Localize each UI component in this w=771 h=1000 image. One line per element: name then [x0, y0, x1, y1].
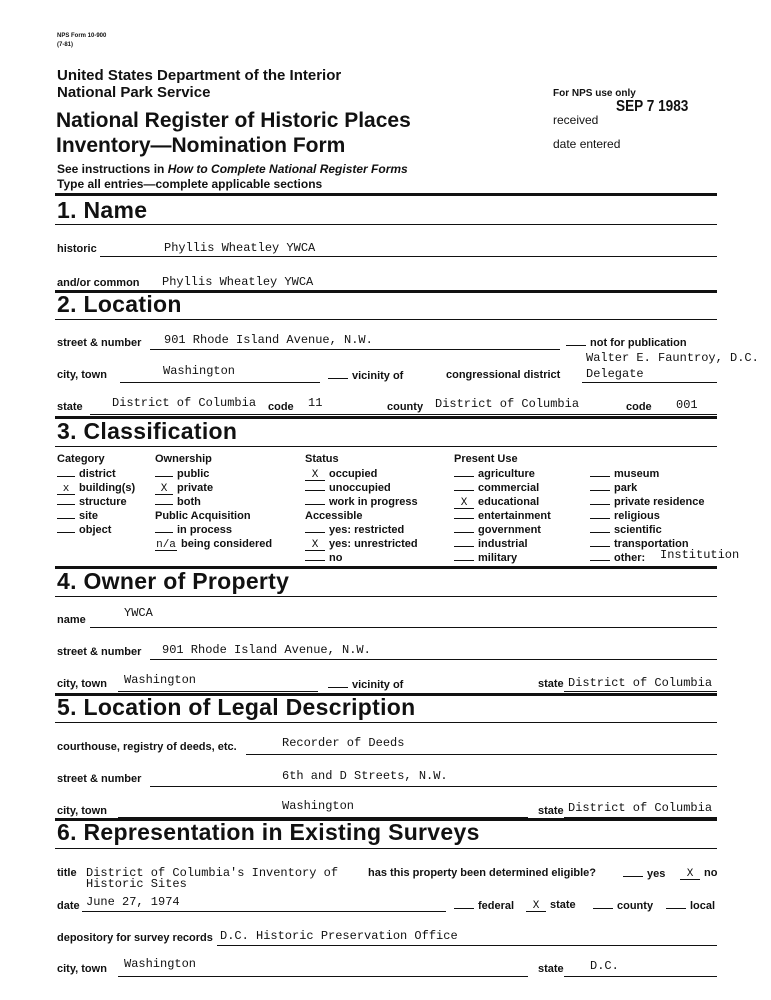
other-use-value: Institution	[660, 548, 740, 562]
congressional-value-line1: Walter E. Fauntroy, D.C.	[586, 351, 759, 365]
category-item	[57, 481, 135, 495]
use-label: industrial	[478, 538, 528, 550]
location-state-value: District of Columbia	[112, 396, 257, 410]
acquisition-item	[155, 523, 272, 537]
owner-state-value: District of Columbia	[568, 676, 713, 690]
use-item	[454, 537, 551, 551]
use-item	[590, 523, 705, 537]
owner-street-value: 901 Rhode Island Avenue, N.W.	[162, 643, 371, 657]
use-checkbox[interactable]	[454, 523, 474, 533]
eligible-no-checkbox[interactable]: X	[680, 870, 700, 880]
owner-state-line	[564, 691, 717, 692]
accessible-item	[305, 523, 418, 537]
use-checkbox[interactable]: X	[454, 499, 474, 509]
use-label: educational	[478, 496, 540, 508]
category-item	[57, 495, 135, 509]
use-checkbox[interactable]	[590, 537, 610, 547]
eligible-no	[680, 867, 717, 880]
section2-bottom-rule	[55, 319, 717, 320]
survey-date-line	[82, 911, 446, 912]
owner-state-label: state	[538, 678, 564, 690]
local-label: local	[690, 900, 716, 912]
ownership-checkbox[interactable]: X	[155, 485, 173, 495]
survey-state-value: D.C.	[590, 959, 619, 973]
section4-bottom-rule	[55, 596, 717, 597]
accessible-heading: Accessible	[305, 510, 363, 522]
accessible-item	[305, 551, 418, 565]
congressional-value-line2: Delegate	[586, 367, 644, 381]
legal-city-label: city, town	[57, 805, 107, 817]
county-checkbox[interactable]	[593, 899, 613, 909]
ownership-item	[155, 495, 272, 509]
survey-date-label: date	[57, 900, 80, 912]
category-item	[57, 523, 135, 537]
use-item	[454, 551, 551, 565]
section5-heading: 5. Location of Legal Description	[57, 694, 416, 720]
use-checkbox[interactable]	[590, 495, 610, 505]
ownership-label: public	[177, 468, 210, 480]
eligible-yes-checkbox[interactable]	[623, 867, 643, 877]
section1-heading: 1. Name	[57, 197, 148, 223]
location-city-line	[120, 382, 320, 383]
category-label: site	[79, 510, 98, 522]
form-title-line2: Inventory—Nomination Form	[56, 134, 346, 157]
survey-federal	[454, 899, 514, 912]
congressional-district-line	[582, 382, 717, 383]
use-checkbox[interactable]	[590, 551, 610, 561]
owner-name-line	[90, 627, 717, 628]
use-checkbox[interactable]	[454, 509, 474, 519]
ownership-checkbox[interactable]	[155, 467, 173, 477]
category-checkbox[interactable]	[57, 467, 75, 477]
acquisition-heading: Public Acquisition	[155, 510, 251, 522]
survey-state	[526, 899, 576, 912]
status-item	[305, 481, 418, 495]
status-list	[305, 467, 418, 565]
use-label: commercial	[478, 482, 540, 494]
instructions-line2: Type all entries—complete applicable sections	[57, 177, 323, 191]
present-use-heading: Present Use	[454, 453, 518, 465]
status-heading: Status	[305, 453, 339, 465]
legal-street-line	[150, 786, 717, 787]
courthouse-value: Recorder of Deeds	[282, 736, 405, 750]
federal-label: federal	[478, 900, 515, 912]
use-item	[454, 509, 551, 523]
legal-street-value: 6th and D Streets, N.W.	[282, 769, 448, 783]
department-name: United States Department of the Interior	[57, 67, 342, 84]
not-for-publication-label: not for publication	[590, 337, 687, 349]
use-checkbox[interactable]	[590, 523, 610, 533]
category-checkbox[interactable]	[57, 509, 75, 519]
category-item	[57, 509, 135, 523]
ownership-checkbox[interactable]	[155, 495, 173, 505]
instructions-title: How to Complete National Register Forms	[167, 162, 408, 176]
survey-title-value-line1: District of Columbia's Inventory of	[86, 866, 339, 880]
accessible-label: yes: restricted	[329, 524, 405, 536]
category-list	[57, 467, 135, 537]
nps-use-label: For NPS use only	[553, 88, 636, 99]
service-name: National Park Service	[57, 84, 211, 101]
form-title-line1: National Register of Historic Places	[56, 109, 411, 132]
survey-county	[593, 899, 653, 912]
survey-local	[666, 899, 715, 912]
local-checkbox[interactable]	[666, 899, 686, 909]
status-label: work in progress	[329, 496, 418, 508]
state-code-label: code	[268, 401, 294, 413]
form-revision: (7-81)	[57, 42, 74, 48]
use-label: agriculture	[478, 468, 535, 480]
county-code-value: 001	[676, 398, 698, 412]
category-heading: Category	[57, 453, 105, 465]
use-checkbox[interactable]	[590, 467, 610, 477]
county-survey-label: county	[617, 900, 654, 912]
state-code-value: 11	[308, 396, 323, 410]
location-vicinity	[328, 369, 403, 382]
use-item	[590, 495, 705, 509]
location-state-line	[90, 414, 717, 415]
location-city-label: city, town	[57, 369, 107, 381]
survey-city-label: city, town	[57, 963, 107, 975]
location-vicinity-blank	[328, 369, 348, 379]
use-checkbox[interactable]	[454, 481, 474, 491]
survey-state-line	[564, 976, 717, 977]
owner-city-label: city, town	[57, 678, 107, 690]
use-checkbox[interactable]	[590, 509, 610, 519]
accessible-checkbox[interactable]: X	[305, 541, 325, 551]
category-label: district	[79, 468, 116, 480]
section2-heading: 2. Location	[57, 291, 182, 317]
owner-city-line	[118, 691, 318, 692]
received-date-stamp: SEP 7 1983	[616, 98, 689, 115]
use-label: religious	[614, 510, 660, 522]
use-checkbox[interactable]	[590, 481, 610, 491]
instructions-line1	[57, 162, 408, 176]
category-label: building(s)	[79, 482, 136, 494]
category-item	[57, 467, 135, 481]
state-survey-label: state	[550, 899, 576, 911]
eligible-question: has this property been determined eligible?	[368, 867, 596, 879]
section6-bottom-rule	[55, 848, 717, 849]
use-item	[590, 481, 705, 495]
depository-line	[217, 945, 717, 946]
location-street-label: street & number	[57, 337, 142, 349]
status-checkbox[interactable]	[305, 495, 325, 505]
legal-state-value: District of Columbia	[568, 801, 713, 815]
category-checkbox[interactable]	[57, 523, 75, 533]
use-item	[590, 509, 705, 523]
use-label: scientific	[614, 524, 662, 536]
ownership-heading: Ownership	[155, 453, 212, 465]
not-for-publication	[566, 336, 687, 349]
use-item	[590, 467, 705, 481]
ownership-item	[155, 467, 272, 481]
location-state-label: state	[57, 401, 83, 413]
common-name-label: and/or common	[57, 277, 140, 289]
accessible-label: no	[329, 552, 343, 564]
legal-city-value: Washington	[282, 799, 355, 813]
legal-state-label: state	[538, 805, 564, 817]
survey-city-line	[118, 976, 528, 977]
use-label: transportation	[614, 538, 689, 550]
use-label: entertainment	[478, 510, 551, 522]
county-label: county	[387, 401, 424, 413]
eligible-no-label: no	[704, 867, 718, 879]
use-label: private residence	[614, 496, 705, 508]
instructions-prefix: See instructions in	[57, 162, 168, 176]
owner-street-line	[150, 659, 717, 660]
survey-title-label: title	[57, 867, 77, 879]
survey-city-value: Washington	[124, 957, 197, 971]
status-item	[305, 467, 418, 481]
use-label: other:	[614, 552, 646, 564]
owner-name-label: name	[57, 614, 86, 626]
location-vicinity-label: vicinity of	[352, 370, 404, 382]
status-checkbox[interactable]	[305, 481, 325, 491]
survey-title-value-line2: Historic Sites	[86, 877, 187, 891]
category-checkbox[interactable]: x	[57, 485, 75, 495]
category-checkbox[interactable]	[57, 495, 75, 505]
section6-heading: 6. Representation in Existing Surveys	[57, 819, 480, 845]
acquisition-label: being considered	[181, 538, 273, 550]
use-label: park	[614, 482, 638, 494]
accessible-item	[305, 537, 418, 551]
acquisition-label: in process	[177, 524, 233, 536]
survey-date-value: June 27, 1974	[86, 895, 180, 909]
county-value: District of Columbia	[435, 397, 580, 411]
location-city-value: Washington	[163, 364, 236, 378]
courthouse-line	[246, 754, 717, 755]
accessible-checkbox[interactable]	[305, 523, 325, 533]
courthouse-label: courthouse, registry of deeds, etc.	[57, 741, 237, 753]
acquisition-item	[155, 537, 272, 551]
present-use-col1	[454, 467, 551, 565]
location-street-value: 901 Rhode Island Avenue, N.W.	[164, 333, 373, 347]
use-label: military	[478, 552, 518, 564]
use-checkbox[interactable]	[454, 551, 474, 561]
depository-value: D.C. Historic Preservation Office	[220, 929, 458, 943]
section1-bottom-rule	[55, 224, 717, 225]
owner-city-value: Washington	[124, 673, 197, 687]
ownership-label: private	[177, 482, 214, 494]
use-label: museum	[614, 468, 660, 480]
depository-label: depository for survey records	[57, 932, 213, 944]
section3-heading: 3. Classification	[57, 418, 238, 444]
federal-checkbox[interactable]	[454, 899, 474, 909]
survey-state-label: state	[538, 963, 564, 975]
date-entered-label: date entered	[553, 137, 621, 151]
congressional-district-label: congressional district	[446, 369, 561, 381]
owner-name-value: YWCA	[124, 606, 153, 620]
status-item	[305, 495, 418, 509]
section4-heading: 4. Owner of Property	[57, 568, 290, 594]
use-label: government	[478, 524, 541, 536]
accessible-label: yes: unrestricted	[329, 538, 418, 550]
owner-vicinity-blank	[328, 678, 348, 688]
use-checkbox[interactable]	[454, 537, 474, 547]
county-code-label: code	[626, 401, 652, 413]
received-label: received	[553, 113, 599, 127]
owner-vicinity	[328, 678, 403, 691]
eligible-yes-label: yes	[647, 868, 666, 880]
section1-top-rule	[55, 193, 717, 196]
ownership-list	[155, 467, 272, 551]
status-checkbox[interactable]: X	[305, 471, 325, 481]
form-number: NPS Form 10-900	[57, 33, 107, 39]
acquisition-checkbox[interactable]: n/a	[156, 539, 176, 551]
owner-vicinity-label: vicinity of	[352, 679, 404, 691]
section5-bottom-rule	[55, 722, 717, 723]
historic-label: historic	[57, 243, 97, 255]
historic-line	[100, 256, 717, 257]
historic-value: Phyllis Wheatley YWCA	[164, 241, 316, 255]
owner-street-label: street & number	[57, 646, 142, 658]
category-label: object	[79, 524, 112, 536]
location-street-line	[150, 349, 560, 350]
common-name-value: Phyllis Wheatley YWCA	[162, 275, 314, 289]
category-label: structure	[79, 496, 127, 508]
ownership-item	[155, 481, 272, 495]
section3-bottom-rule	[55, 446, 717, 447]
state-checkbox[interactable]: X	[526, 902, 546, 912]
use-item	[454, 523, 551, 537]
ownership-label: both	[177, 496, 201, 508]
use-item	[454, 481, 551, 495]
acquisition-checkbox[interactable]	[155, 523, 173, 533]
eligible-yes	[623, 867, 665, 880]
not-for-publication-blank	[566, 336, 586, 346]
legal-street-label: street & number	[57, 773, 142, 785]
status-label: unoccupied	[329, 482, 391, 494]
use-checkbox[interactable]	[454, 467, 474, 477]
status-label: occupied	[329, 468, 378, 480]
use-item	[454, 495, 551, 509]
accessible-checkbox[interactable]	[305, 551, 325, 561]
use-item	[454, 467, 551, 481]
